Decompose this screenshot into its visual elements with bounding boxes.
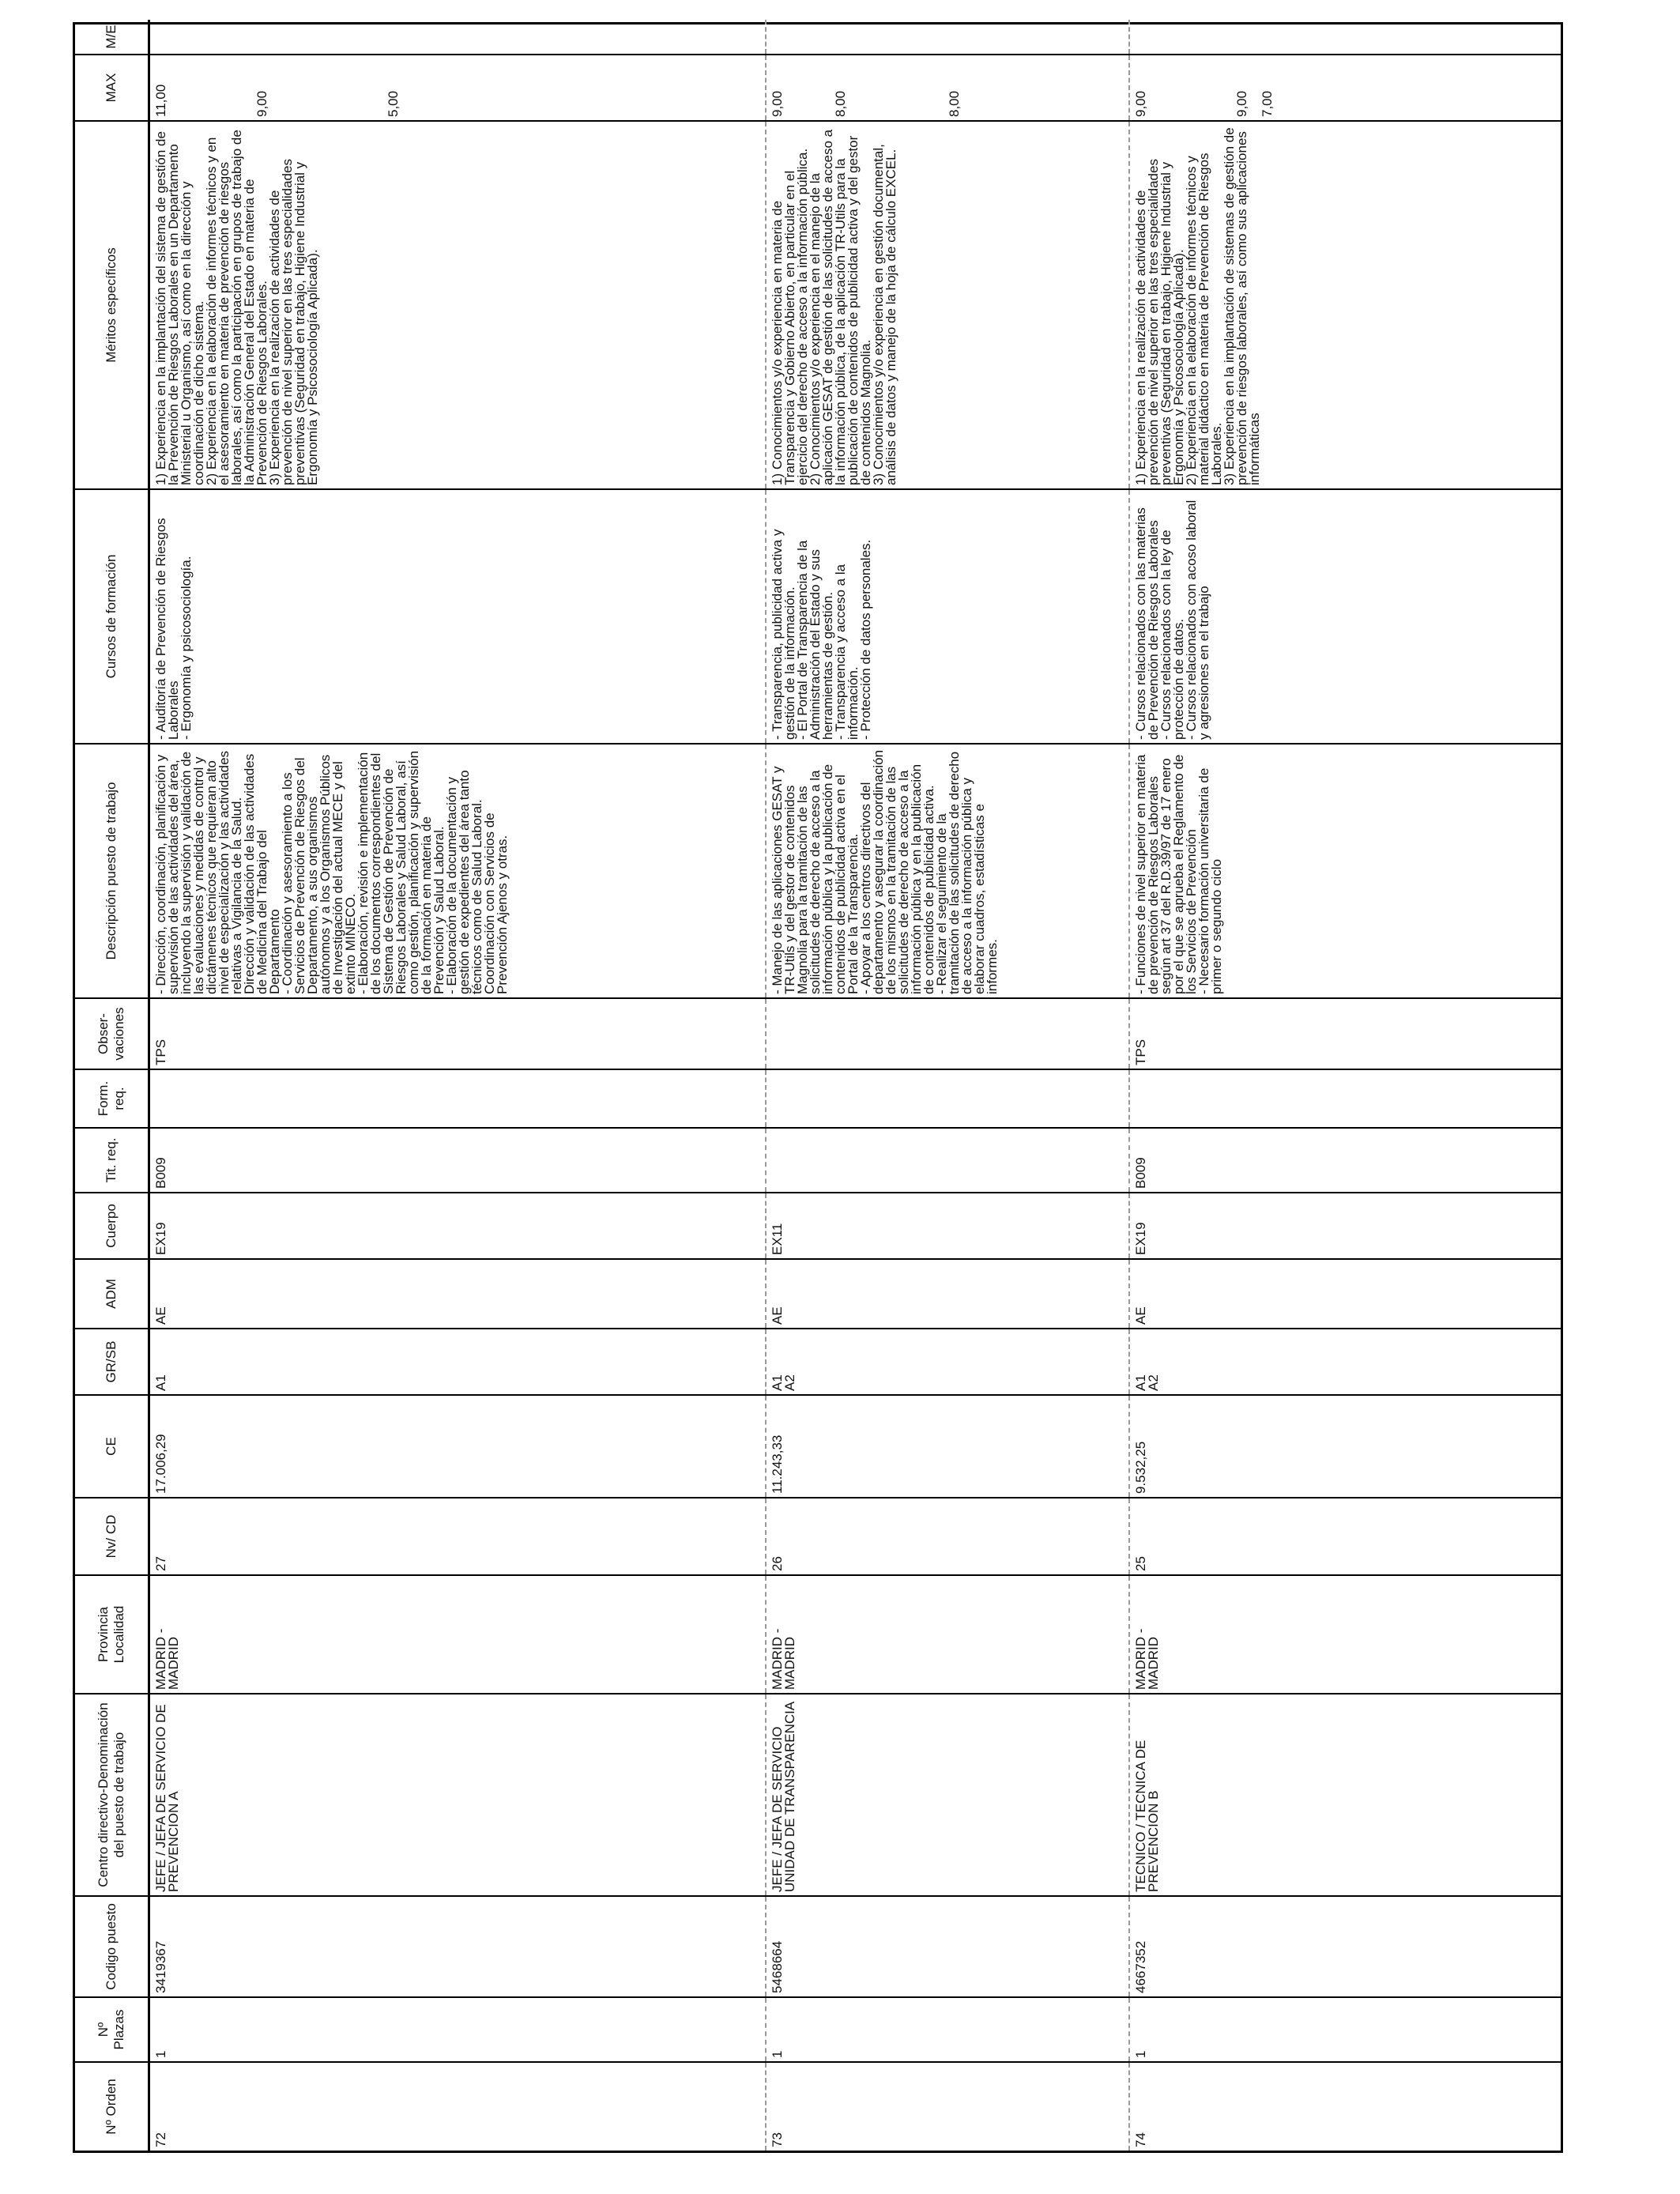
- cell-cursos: - Transparencia, publicidad activa y gestión de la información. - El Portal de Transparencia de la Administración del Estado y sus herramientas de gestión. - Transparencia y acceso a la información. - Protección de datos personales.: [766, 489, 1129, 744]
- cell-cuerpo: EX19: [149, 1193, 766, 1259]
- cell-adm: AE: [1129, 1259, 1561, 1329]
- cell-descripcion: - Dirección, coordinación, planificación y supervisión de las actividades del área, incluyendo la supervisión y validación de las evaluaciones y medidas de control y dictámenes técnicos que requieran alto nivel de especialización y las actividades relativas a Vigilancia de la Salud. Dirección y validación de las actividades de Medicina del Trabajo del Departamento - Coordinación y asesoramiento a los Servicios de Prevención de Riesgos del Departamento, a sus organismos autónomos y a los Organismos Públicos de Investigación del actual MECE y del extinto MINECO. - Elaboración, revisión e implementación de los documentos correspondientes del Sistema de Gestión de Prevención de Riesgos Laborales y Salud Laboral, así como gestión, planificación y supervisión de la formación en materia de Prevención y Salud Laboral. - Elaboración de la documentación y gestión de expedientes del área tanto técnicos como de Salud Laboral. Coordinación con Servicios de Prevención Ajenos y otras.: [149, 744, 766, 998]
- header-grsb: GR/SB: [75, 1329, 149, 1395]
- cell-obs: TPS: [1129, 998, 1561, 1069]
- cell-codigo: 3419367: [149, 1896, 766, 1997]
- max-value-3: 8,00: [946, 90, 962, 117]
- max-value-2: 8,00: [832, 90, 848, 117]
- header-cuerpo: Cuerpo: [75, 1193, 149, 1259]
- cell-centro: JEFE / JEFA DE SERVICIO DE PREVENCION A: [149, 1694, 766, 1896]
- cell-descripcion: - Funciones de nivel superior en materia de prevención de Riesgos Laborales según art 37 del R.D.39/97 de 17 enero por el que se aprueba el Reglamento de los Servicios de Prevención - Necesario formación universitaria de primer o segundo ciclo: [1129, 744, 1561, 998]
- cell-ce: 17.006,29: [149, 1395, 766, 1498]
- cell-tit: [766, 1128, 1129, 1193]
- cell-me: [1129, 20, 1561, 55]
- header-row: [75, 20, 149, 2151]
- cell-provincia: MADRID - MADRID: [149, 1575, 766, 1694]
- cell-ce: 9.532,25: [1129, 1395, 1561, 1498]
- header-adm: ADM: [75, 1259, 149, 1329]
- table-row: [766, 20, 1129, 2151]
- table-row: [1129, 20, 1561, 2151]
- cell-max: [149, 55, 766, 121]
- cell-grsb: A1: [149, 1329, 766, 1395]
- header-obs: Obser-vaciones: [75, 998, 149, 1069]
- cell-meritos: 1) Experiencia en la realización de actividades de prevención de nivel superior en las tres especialidades preventivas (Seguridad en trabajo, Higiene Industrial y Ergonomía y Psicosociología Aplicada). 2) Experiencia en la elaboración de informes técnicos y material didáctico en materia de Prevención de Riesgos Laborales. 3) Experiencia en la implantación de sistemas de gestión de prevención de riesgos laborales, así como sus aplicaciones informáticas: [1129, 121, 1561, 489]
- cell-nivel: 26: [766, 1498, 1129, 1575]
- cell-obs: [766, 998, 1129, 1069]
- cell-centro: TECNICO / TECNICA DE PREVENCION B: [1129, 1694, 1561, 1896]
- max-value-3: 7,00: [1259, 90, 1275, 117]
- cell-grsb: A1 A2: [1129, 1329, 1561, 1395]
- cell-nivel: 25: [1129, 1498, 1561, 1575]
- cell-codigo: 5468664: [766, 1896, 1129, 1997]
- header-codigo: Codigo puesto: [75, 1896, 149, 1997]
- cell-cursos: - Cursos relacionados con las materias de Prevención de Riesgos Laborales - Cursos relacionados con la ley de protección de datos. - Cursos relacionados con acoso laboral y agresiones en el trabajo: [1129, 489, 1561, 744]
- cell-nivel: 27: [149, 1498, 766, 1575]
- vacancies-table: [75, 20, 1561, 2151]
- cell-descripcion: - Manejo de las aplicaciones GESAT y TR-Utils y del gestor de contenidos Magnolia para la tramitación de las solicitudes de derecho de acceso a la información pública y la publicación de contenidos de publicidad activa en el Portal de la Transparencia. - Apoyar a los centros directivos del departamento y asegurar la coordinación de los mismos en la tramitación de las solicitudes de derecho de acceso a la información pública y en la publicación de contenidos de publicidad activa. - Realizar el seguimiento de la tramitación de las solicitudes de derecho de acceso a la información pública y elaborar cuadros, estadísticas e informes.: [766, 744, 1129, 998]
- cell-orden: 73: [766, 2062, 1129, 2151]
- header-me: M/E: [75, 20, 149, 55]
- cell-centro: JEFE / JEFA DE SERVICIO UNIDAD DE TRANSPARENCIA: [766, 1694, 1129, 1896]
- vacancies-table-frame: [73, 22, 1563, 2153]
- cell-plazas: 1: [1129, 1997, 1561, 2062]
- cell-form: [1129, 1069, 1561, 1128]
- cell-me: [149, 20, 766, 55]
- cell-form: [766, 1069, 1129, 1128]
- header-cursos: Cursos de formación: [75, 489, 149, 744]
- cell-grsb: A1 A2: [766, 1329, 1129, 1395]
- cell-adm: AE: [149, 1259, 766, 1329]
- cell-provincia: MADRID - MADRID: [766, 1575, 1129, 1694]
- header-max: MAX: [75, 55, 149, 121]
- cell-form: [149, 1069, 766, 1128]
- cell-tit: B009: [1129, 1128, 1561, 1193]
- max-value-1: 9,00: [1132, 90, 1148, 117]
- header-centro: Centro directivo-Denominación del puesto de trabajo: [75, 1694, 149, 1896]
- cell-plazas: 1: [149, 1997, 766, 2062]
- max-value-1: 11,00: [153, 84, 168, 117]
- cell-meritos: 1) Conocimientos y/o experiencia en materia de Transparencia y Gobierno Abierto, en particular en el ejercicio del derecho de acceso a la información pública. 2) Conocimientos y/o experiencia en el manejo de la aplicación GESAT de gestión de las solicitudes de acceso a la información pública, de la aplicación TR-Utils para la publicación de contenidos de publicidad activa y del gestor de contenidos Magnolia. 3) Conocimientos y/o experiencia en gestión documental, análisis de datos y manejo de la hoja de cálculo EXCEL.: [766, 121, 1129, 489]
- cell-adm: AE: [766, 1259, 1129, 1329]
- cell-max: [1129, 55, 1561, 121]
- cell-max: [766, 55, 1129, 121]
- max-value-2: 9,00: [1234, 90, 1249, 117]
- header-tit: Tit. req.: [75, 1128, 149, 1193]
- cell-tit: B009: [149, 1128, 766, 1193]
- header-descripcion: Descripción puesto de trabajo: [75, 744, 149, 998]
- header-meritos: Méritos específicos: [75, 121, 149, 489]
- header-ce: CE: [75, 1395, 149, 1498]
- cell-provincia: MADRID - MADRID: [1129, 1575, 1561, 1694]
- cell-cuerpo: EX19: [1129, 1193, 1561, 1259]
- header-provincia: Provincia Localidad: [75, 1575, 149, 1694]
- cell-orden: 74: [1129, 2062, 1561, 2151]
- cell-ce: 11.243,33: [766, 1395, 1129, 1498]
- max-value-1: 9,00: [769, 90, 785, 117]
- cell-orden: 72: [149, 2062, 766, 2151]
- max-value-3: 5,00: [386, 90, 401, 117]
- cell-me: [766, 20, 1129, 55]
- cell-plazas: 1: [766, 1997, 1129, 2062]
- cell-cursos: - Auditoría de Prevención de Riesgos Laborales - Ergonomía y psicosociología.: [149, 489, 766, 744]
- cell-codigo: 4667352: [1129, 1896, 1561, 1997]
- header-nivel: Nv/ CD: [75, 1498, 149, 1575]
- cell-obs: TPS: [149, 998, 766, 1069]
- header-orden: Nº Orden: [75, 2062, 149, 2151]
- max-value-2: 9,00: [254, 90, 269, 117]
- cell-cuerpo: EX11: [766, 1193, 1129, 1259]
- cell-meritos: 1) Experiencia en la implantación del sistema de gestión de la Prevención de Riesgos Laborales en un Departamento Ministerial u Organismo, así como en la dirección y coordinación de dicho sistema. 2) Experiencia en la elaboración de informes técnicos y en el asesoramiento en materia de prevención de riesgos laborales, así como la participación en grupos de trabajo de la Administración General del Estado en materia de Prevención de Riesgos Laborales. 3) Experiencia en la realización de actividades de prevención de nivel superior en las tres especialidades preventivas (Seguridad en trabajo, Higiene Industrial y Ergonomía y Psicosociología Aplicada).: [149, 121, 766, 489]
- header-form: Form. req.: [75, 1069, 149, 1128]
- table-row: [149, 20, 766, 2151]
- header-plazas: Nº Plazas: [75, 1997, 149, 2062]
